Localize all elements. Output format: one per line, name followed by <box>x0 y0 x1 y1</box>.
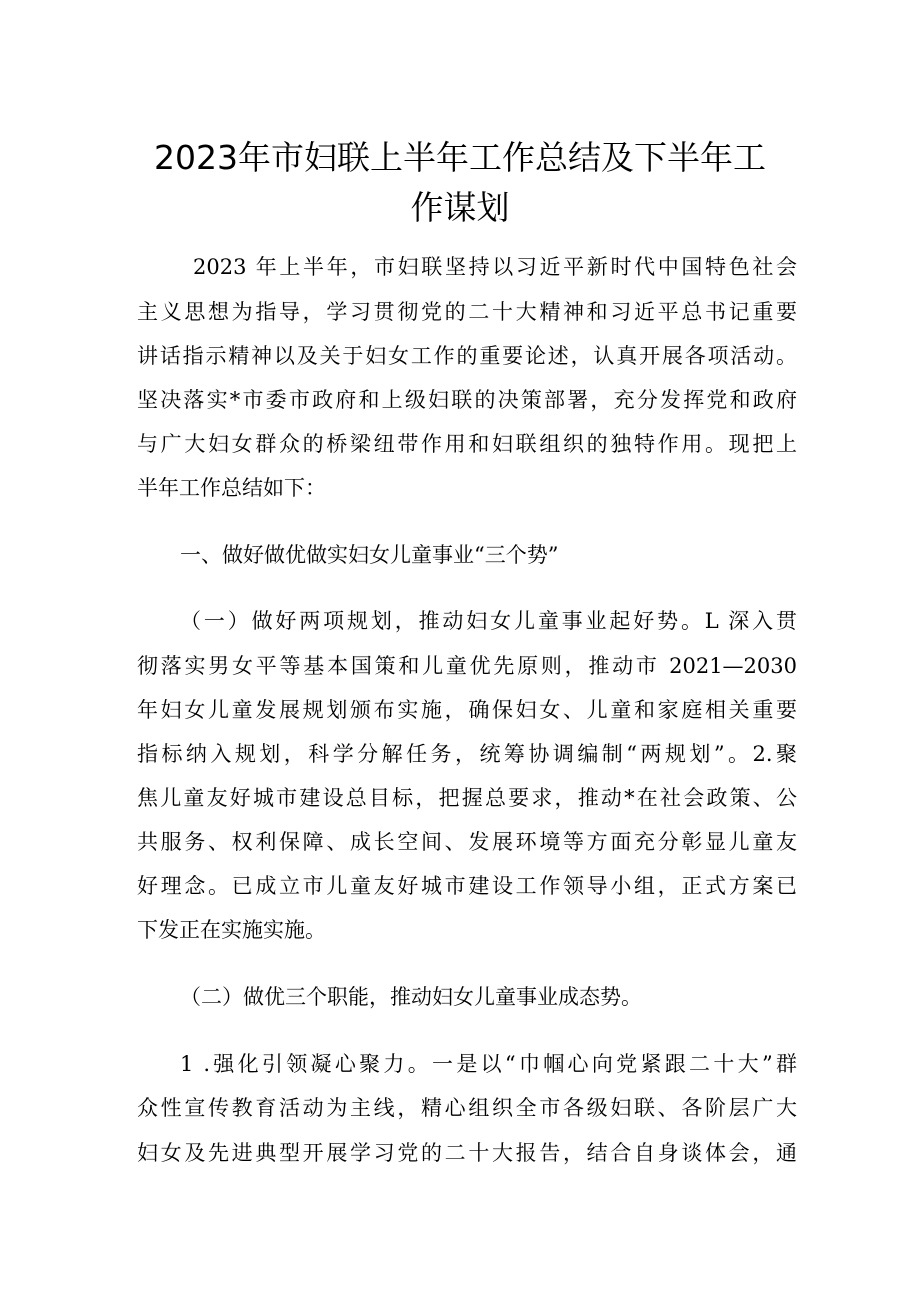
paragraph-line: 众性宣传教育活动为主线，精心组织全市各级妇联、各阶层广大 <box>137 1096 797 1120</box>
paragraph-line: 好理念。已成立市儿童友好城市建设工作领导小组，正式方案已 <box>137 874 797 898</box>
document-title-line-1: 2023年市妇联上半年工作总结及下半年工 <box>154 138 766 177</box>
paragraph-line: 坚决落实*市委市政府和上级妇联的决策部署，充分发挥党和政府 <box>137 388 797 412</box>
paragraph-line: 与广大妇女群众的桥梁纽带作用和妇联组织的独特作用。现把上 <box>137 432 797 456</box>
paragraph-line: 妇女及先进典型开展学习党的二十大报告，结合自身谈体会，通 <box>137 1141 797 1165</box>
paragraph-line: 年妇女儿童发展规划颁布实施，确保妇女、儿童和家庭相关重要 <box>137 698 797 722</box>
section-heading: 一、做好做优做实妇女儿童事业“三个势” <box>180 543 559 567</box>
paragraph-line: 主义思想为指导，学习贯彻党的二十大精神和习近平总书记重要 <box>137 300 797 324</box>
paragraph-line: 半年工作总结如下： <box>137 476 326 500</box>
paragraph-line: 2023 年上半年，市妇联坚持以习近平新时代中国特色社会 <box>193 255 797 279</box>
document-title-line-2: 作谋划 <box>410 188 510 227</box>
paragraph-line: 指标纳入规划，科学分解任务，统筹协调编制“两规划”。2.聚 <box>137 742 797 766</box>
paragraph-line: 焦儿童友好城市建设总目标，把握总要求，推动*在社会政策、公 <box>137 786 797 810</box>
paragraph-line: 下发正在实施实施。 <box>137 918 326 942</box>
paragraph-line: 讲话指示精神以及关于妇女工作的重要论述，认真开展各项活动。 <box>137 344 797 368</box>
paragraph-line: 彻落实男女平等基本国策和儿童优先原则，推动市 2021—2030 <box>137 654 797 678</box>
paragraph-line: 共服务、权利保障、成长空间、发展环境等方面充分彰显儿童友 <box>137 830 797 854</box>
subsection-heading: （二）做优三个职能，推动妇女儿童事业成态势。 <box>180 985 642 1009</box>
paragraph-line: 1 .强化引领凝心聚力。一是以“巾帼心向党紧跟二十大”群 <box>180 1052 797 1076</box>
paragraph-line: （一）做好两项规划，推动妇女儿童事业起好势。L 深入贯 <box>180 609 797 633</box>
